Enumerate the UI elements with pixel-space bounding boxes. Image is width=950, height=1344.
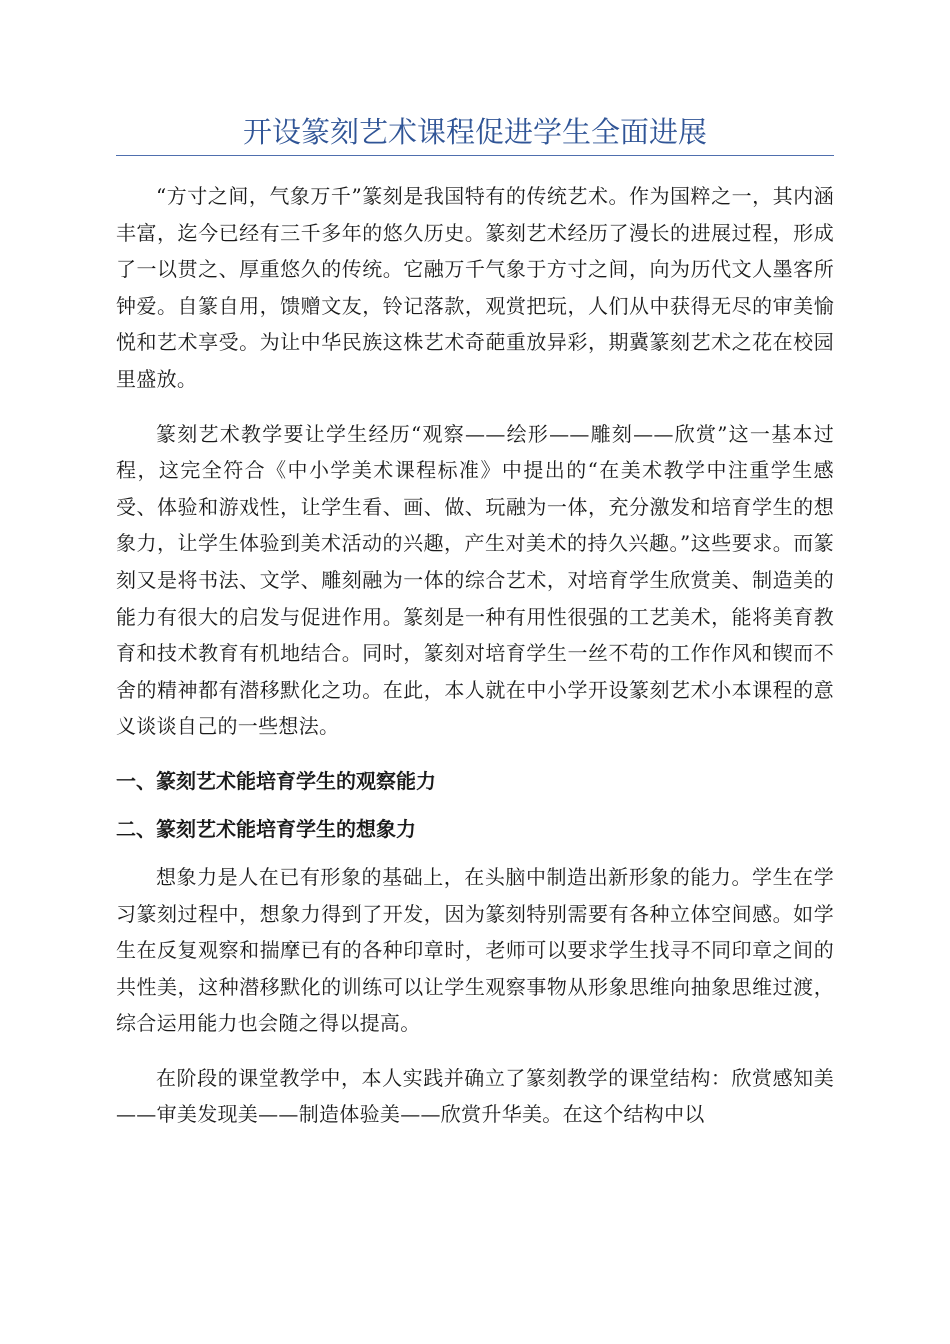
document-page: [116, 110, 834, 1133]
section-heading-1: 一、篆刻艺术能培育学生的观察能力: [116, 768, 436, 793]
section-2-paragraph-1: 想象力是人在已有形象的基础上，在头脑中制造出新形象的能力。学生在学习篆刻过程中，想象力得到了开发，因为篆刻特别需要有各种立体空间感。如学生在反复观察和揣摩已有的各种印章时，老师可以要求学生找寻不同印章之间的共性美，这种潜移默化的训练可以让学生观察事物从形象思维向抽象思维过渡，综合运用能力也会随之得以提高。: [116, 864, 834, 1036]
section-heading-2: 二、篆刻艺术能培育学生的想象力: [116, 816, 416, 841]
intro-paragraph-2: 篆刻艺术教学要让学生经历“观察——绘形——雕刻——欣赏”这一基本过程，这完全符合《中小学美术课程标准》中提出的“在美术教学中注重学生感受、体验和游戏性，让学生看、画、做、玩融为一体，充分激发和培育学生的想象力，让学生体验到美术活动的兴趣，产生对美术的持久兴趣。”这些要求。而篆刻又是将书法、文学、雕刻融为一体的综合艺术，对培育学生欣赏美、制造美的能力有很大的启发与促进作用。篆刻是一种有用性很强的工艺美术，能将美育教育和技术教育有机地结合。同时，篆刻对培育学生一丝不苟的工作作风和锲而不舍的精神都有潜移默化之功。在此，本人就在中小学开设篆刻艺术小本课程的意义谈谈自己的一些想法。: [116, 421, 834, 739]
document-title: 开设篆刻艺术课程促进学生全面进展: [116, 110, 834, 156]
section-2-paragraph-2: 在阶段的课堂教学中，本人实践并确立了篆刻教学的课堂结构：欣赏感知美——审美发现美——制造体验美——欣赏升华美。在这个结构中以: [116, 1065, 834, 1127]
intro-paragraph-1: “方寸之间，气象万千”篆刻是我国特有的传统艺术。作为国粹之一，其内涵丰富，迄今已经有三千多年的悠久历史。篆刻艺术经历了漫长的进展过程，形成了一以贯之、厚重悠久的传统。它融万千气象于方寸之间，向为历代文人墨客所钟爱。自篆自用，馈赠文友，铃记落款，观赏把玩，人们从中获得无尽的审美愉悦和艺术享受。为让中华民族这株艺术奇葩重放异彩，期冀篆刻艺术之花在校园里盛放。: [116, 184, 834, 391]
